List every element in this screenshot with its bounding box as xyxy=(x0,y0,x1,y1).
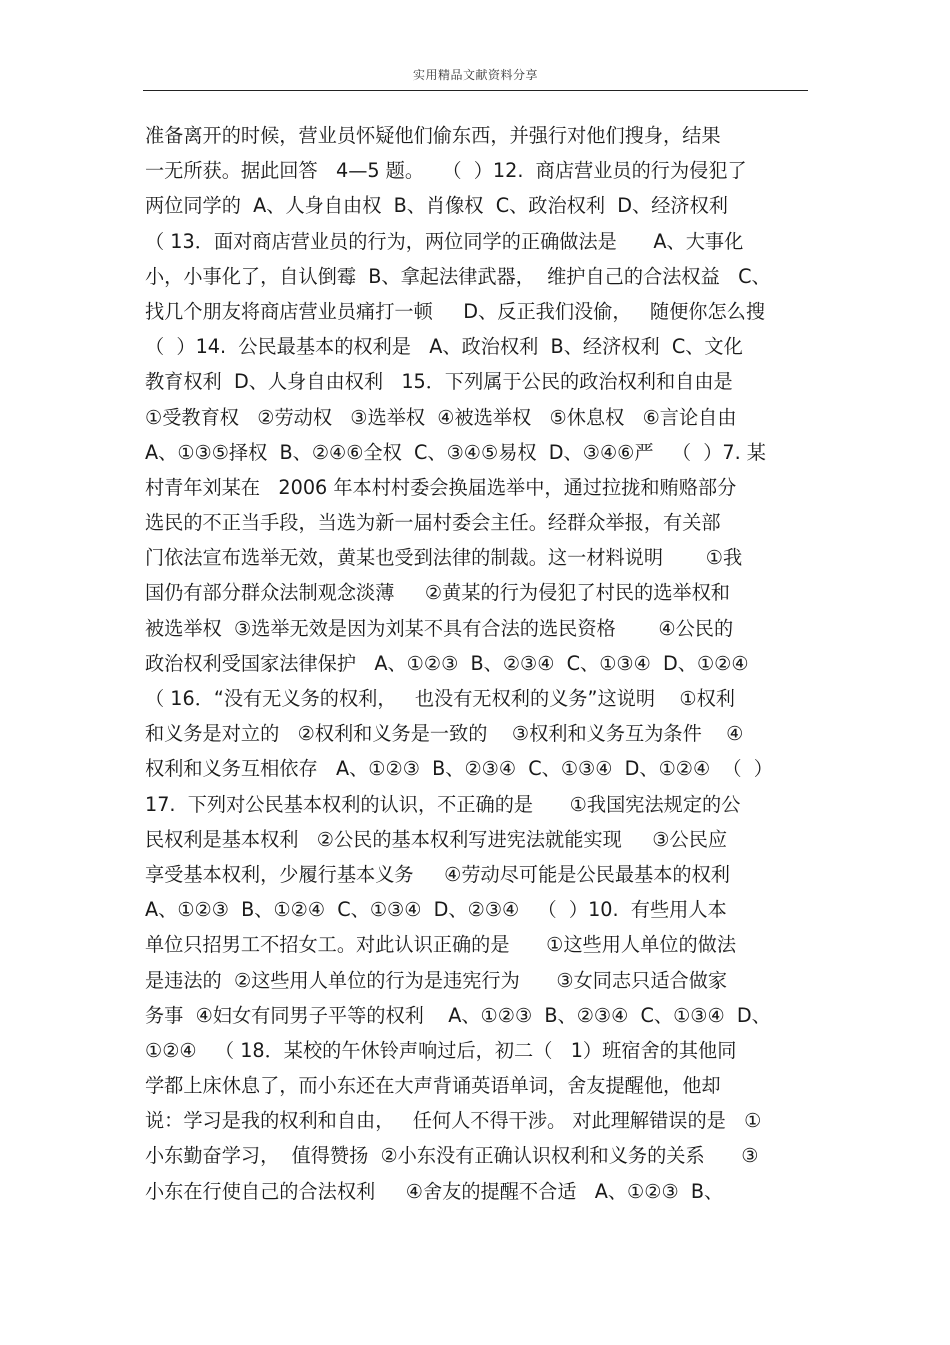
body-line: 一无所获。据此回答 4—5 题。 （ ）12. 商店营业员的行为侵犯了 xyxy=(145,159,747,183)
document-body xyxy=(145,118,815,1209)
body-line: 小东在行使自己的合法权利 ④舍友的提醒不合适 A、①②③ B、 xyxy=(145,1179,724,1203)
body-line: 单位只招男工不招女工。对此认识正确的是 ①这些用人单位的做法 xyxy=(145,933,737,957)
body-line: 政治权利受国家法律保护 A、①②③ B、②③④ C、①③④ D、①②④ xyxy=(145,651,749,675)
body-line: 小东勤奋学习， 值得赞扬 ②小东没有正确认识权利和义务的关系 ③ xyxy=(145,1144,759,1168)
body-line: 务事 ④妇女有同男子平等的权利 A、①②③ B、②③④ C、①③④ D、 xyxy=(145,1003,771,1027)
body-line: 选民的不正当手段，当选为新一届村委会主任。经群众举报，有关部 xyxy=(145,511,721,535)
body-line: A、①③⑤择权 B、②④⑥全权 C、③④⑤易权 D、③④⑥严 （ ）7. 某 xyxy=(145,440,766,464)
body-line: 享受基本权利，少履行基本义务 ④劳动尽可能是公民最基本的权利 xyxy=(145,862,730,886)
body-line: 两位同学的 A、人身自由权 B、肖像权 C、政治权利 D、经济权利 xyxy=(145,194,728,218)
body-line: 17. 下列对公民基本权利的认识，不正确的是 ①我国宪法规定的公 xyxy=(145,792,741,816)
body-line: 被选举权 ③选举无效是因为刘某不具有合法的选民资格 ④公民的 xyxy=(145,616,734,640)
body-line: 权利和义务互相依存 A、①②③ B、②③④ C、①③④ D、①②④ （ ） xyxy=(145,757,773,781)
body-line: ①受教育权 ②劳动权 ③选举权 ④被选举权 ⑤休息权 ⑥言论自由 xyxy=(145,405,737,429)
body-line: A、①②③ B、①②④ C、①③④ D、②③④ （ ）10. 有些用人本 xyxy=(145,898,727,922)
body-line: 民权利是基本权利 ②公民的基本权利写进宪法就能实现 ③公民应 xyxy=(145,827,728,851)
body-line: （ ）14. 公民最基本的权利是 A、政治权利 B、经济权利 C、文化 xyxy=(145,335,743,359)
body-line: 门依法宣布选举无效，黄某也受到法律的制裁。这一材料说明 ①我 xyxy=(145,546,743,570)
body-line: 国仍有部分群众法制观念淡薄 ②黄某的行为侵犯了村民的选举权和 xyxy=(145,581,730,605)
body-line: （ 13．面对商店营业员的行为，两位同学的正确做法是 A、大事化 xyxy=(145,229,744,253)
body-line: 村青年刘某在 2006 年本村村委会换届选举中，通过拉拢和贿赂部分 xyxy=(145,475,737,499)
body-line: 是违法的 ②这些用人单位的行为是违宪行为 ③女同志只适合做家 xyxy=(145,968,728,992)
body-line: （ 16．“没有无义务的权利， 也没有无权利的义务”这说明 ①权利 xyxy=(145,687,735,710)
body-line: 学都上床休息了，而小东还在大声背诵英语单词，舍友提醒他，他却 xyxy=(145,1074,721,1098)
body-line: 说：学习是我的权利和自由， 任何人不得干涉。 对此理解错误的是 ① xyxy=(145,1109,762,1133)
body-line: 教育权利 D、人身自由权利 15．下列属于公民的政治权利和自由是 xyxy=(145,370,733,394)
body-line: 和义务是对立的 ②权利和义务是一致的 ③权利和义务互为条件 ④ xyxy=(145,722,744,746)
body-line: ①②④ （ 18．某校的午休铃声响过后，初二（ 1）班宿舍的其他同 xyxy=(145,1038,737,1062)
body-line: 找几个朋友将商店营业员痛打一顿 D、反正我们没偷， 随便你怎么搜 xyxy=(145,299,766,323)
body-line: 小，小事化了，自认倒霉 B、拿起法律武器， 维护自己的合法权益 C、 xyxy=(145,264,771,288)
body-line: 准备离开的时候，营业员怀疑他们偷东西，并强行对他们搜身，结果 xyxy=(145,124,721,147)
page-header-title: 实用精品文献资料分享 xyxy=(412,68,538,82)
header-divider xyxy=(143,90,808,91)
